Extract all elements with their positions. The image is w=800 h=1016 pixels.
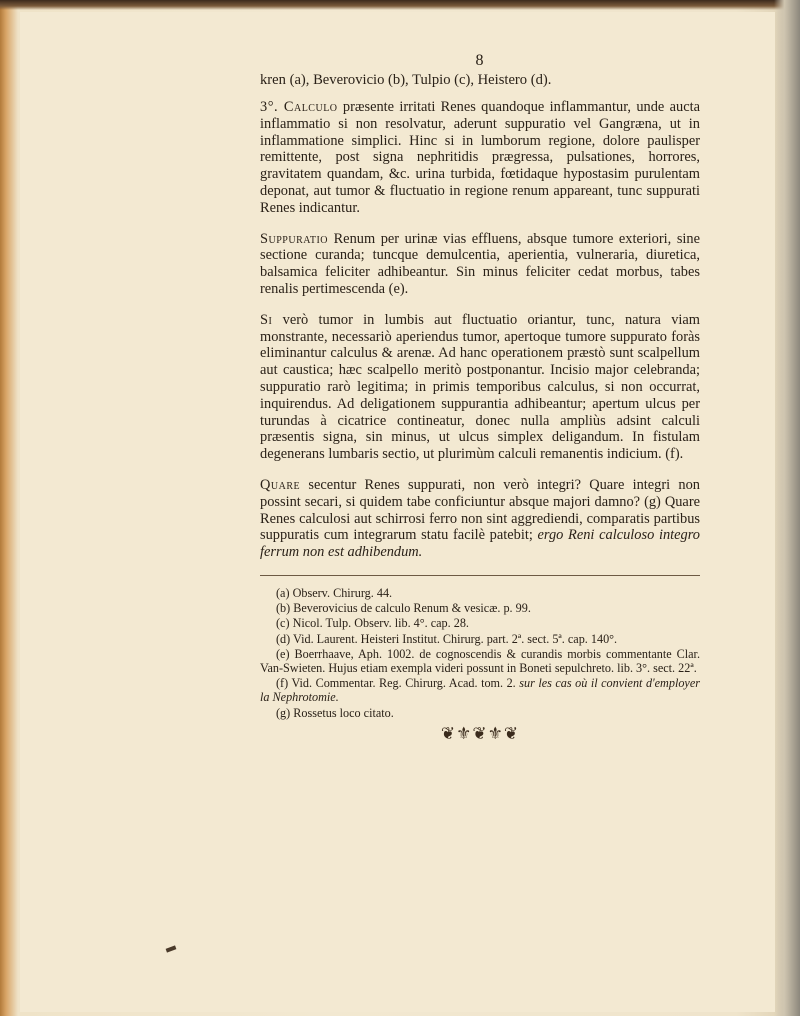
footnote-italic-title: sur les cas où il convient d'employer la Nephrotomie. <box>260 676 700 705</box>
sources-line: kren (a), Beverovicio (b), Tulpio (c), Heistero (d). <box>260 72 552 88</box>
paragraph-conclusion: ergo Reni calculoso integro ferrum non est adhibendum. <box>260 527 700 561</box>
footnotes <box>260 586 700 720</box>
paragraph-lead: 3°. Calculo <box>260 99 338 115</box>
footnote-text: (d) Vid. Laurent. Heisteri Institut. Chirurg. part. 2ª. sect. 5ª. cap. 140°. <box>276 631 618 646</box>
footnote-f <box>260 676 700 704</box>
footnote-g <box>260 706 700 720</box>
page-right-edge <box>774 0 800 1016</box>
paragraph-lead: Quare <box>260 476 301 493</box>
footnote-text: (b) Beverovicius de calculo Renum & vesicæ. p. 99. <box>276 601 531 616</box>
paragraph-text: secentur Renes suppurati, non verò integri? Quare integri non possint secari, si quidem tabe conficiuntur absque majori damno? (g) Quare Renes calculosi aut schirrosi ferro non sint aggrediendi, comparatis partibus suppuratis cum integrarum statu facilè patebit; <box>260 476 700 544</box>
footnote-d <box>260 632 700 646</box>
book-page <box>20 12 775 1012</box>
footnote-text: (a) Observ. Chirurg. 44. <box>276 585 393 600</box>
footnote-rule <box>260 575 700 576</box>
book-binding-edge <box>0 0 800 10</box>
paragraph-quare <box>260 477 700 561</box>
paragraph-tumor <box>260 312 700 463</box>
footnote-a <box>260 586 700 600</box>
tailpiece-ornament: ❦⚜❦⚜❦ <box>440 723 520 744</box>
paragraph-suppuratio <box>260 231 700 298</box>
footnote-text: (f) Vid. Commentar. Reg. Chirurg. Acad. tom. 2. <box>276 676 520 691</box>
footnote-e <box>260 647 700 675</box>
footnote-text: (g) Rossetus loco citato. <box>276 705 394 720</box>
footnote-text: (e) Boerrhaave, Aph. 1002. de cognoscendis & curandis morbis commentante Clar. Van-Swieten. Hujus etiam exempla videri possunt in Boneti sepulchreto. lib. 3°. sect. 22ª. <box>260 646 700 675</box>
paragraph-calculo <box>260 99 700 217</box>
footnote-c <box>260 616 700 630</box>
footnote-b <box>260 601 700 615</box>
paragraph-lead: Si <box>260 311 273 328</box>
footnote-text: (c) Nicol. Tulp. Observ. lib. 4°. cap. 28. <box>276 616 469 631</box>
paragraph-text: Renum per urinæ vias effluens, absque tumore exteriori, sine sectione curanda; tuncque demulcentia, aperientia, vulneraria, diuretica, balsamica feliciter adhibeantur. Sin minus feliciter cedat morbus, tabes renalis pertimescenda (e). <box>260 230 700 297</box>
page-content <box>260 52 700 744</box>
ink-mark <box>166 945 177 952</box>
page-number: 8 <box>475 52 485 69</box>
paragraph-lead: Suppuratio <box>260 230 329 247</box>
paragraph-text: præsente irritati Renes quandoque inflammantur, unde aucta inflammatio si non resolvatur, aderunt suppuratio vel Gangræna, ut in inflammatione simplici. Hinc si in lumborum regione, dolore paulisper remittente, post signa nephritidis prægressa, pulsationes, horrores, gravitatem quandam, &c. urina turbida, fœtidaque hypostasim purulentam deponat, aut tumor & fluctuatio in regione renum appareant, tunc suppurati Renes indicantur. <box>260 99 701 216</box>
paragraph-text: verò tumor in lumbis aut fluctuatio oriantur, tunc, natura viam monstrante, necessariò aperiendus tumor, apertoque tumore suppurato foràs eliminantur calculus & arenæ. Ad hanc operationem præstò sunt scalpellum aut caustica; hæc scalpello meritò postponantur. Incisio major celebranda; suppuratio rarò legitima; in primis temporibus calculus, si non occurrat, inquirendus. Ad deligationem suppurantia adhibeantur; apertum ulcus per turundas à cicatrice contineatur, donec nulla ampliùs adsint calculi præsentis signa, sin minus, ut ulcus simplex deligandum. In fistulam degenerans lumbaris sectio, ut plurimùm calculi remanentis indicium. (f). <box>260 311 700 463</box>
